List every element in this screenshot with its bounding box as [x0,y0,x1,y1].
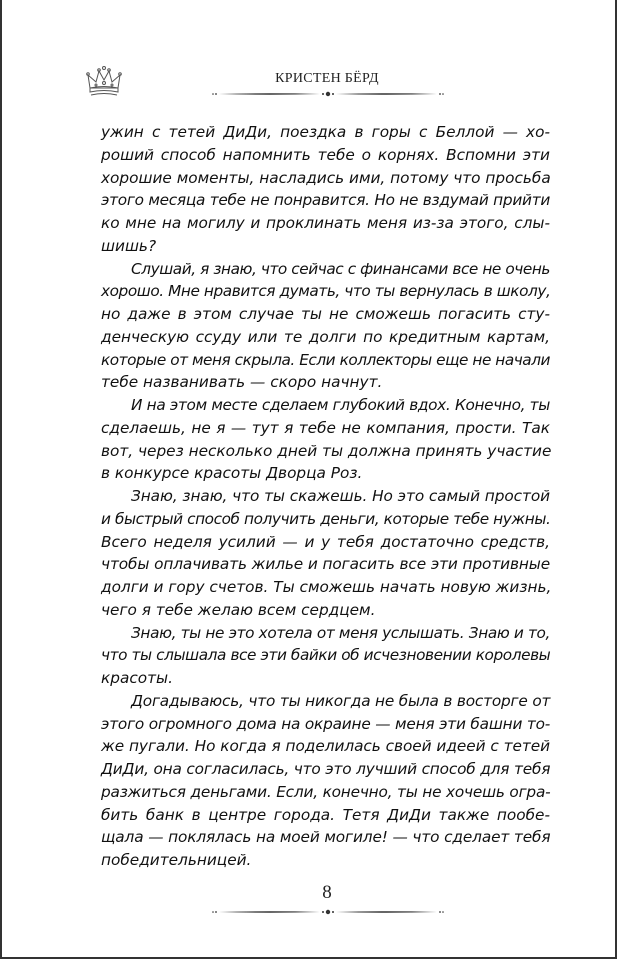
text-line: ДиДи, она согласилась, что это лучший способ для тебя [101,760,551,778]
text-line: И на этом месте сделаем глубокий вдох. Конечно, ты [131,396,550,414]
text-line: Слушай, я знаю, что сейчас с финансами все не очень [131,259,550,278]
text-line: разжиться деньгами. Если, конечно, ты не хочешь огра- [101,782,551,801]
page-number: 8 [322,882,332,903]
text-line: же пугали. Но когда я поделилась своей идеей с тетей [101,737,550,756]
body-text [101,121,550,872]
text-line: долги и гору счетов. Ты сможешь начать новую жизнь, [101,578,552,596]
text-line: сделаешь, не я — тут я тебе не компания, прости. Так [101,418,550,437]
text-line: этого месяца тебе не понравится. Но не вздумай прийти [101,191,551,210]
text-line: этого огромного дома на окраине — меня эти башни то- [101,714,551,733]
text-line: победительницей. [101,851,252,869]
text-line: роший способ напомнить тебе о корнях. Вспомни эти [101,145,550,164]
text-line: вот, через несколько дней ты должна принять участие [101,441,552,460]
text-line: чего я тебе желаю всем сердцем. [101,600,376,619]
text-line: но даже в этом случае ты не сможешь погасить сту- [101,305,550,323]
text-line: красоты. [101,669,173,687]
text-line: и быстрый способ получить деньги, которые тебе нужны. [101,509,551,528]
text-line: денческую ссуду или те долги по кредитным картам, [101,327,550,346]
text-line: Догадываюсь, что ты никогда не была в восторге от [131,691,551,710]
crown-icon [86,66,122,100]
footer-ornament-divider [212,908,444,916]
text-line: чтобы оплачивать жилье и погасить все эти противные [101,555,551,574]
text-line: бить банк в центре города. Тетя ДиДи также пообе- [101,805,550,824]
text-line: ко мне на могилу и проклинать меня из-за этого, слы- [101,214,550,232]
text-line: что ты слышала все эти байки об исчезновении королевы [101,646,551,665]
text-line: щала — поклялась на моей могиле! — что сделает тебя [101,828,551,847]
text-line: Знаю, знаю, что ты скажешь. Но это самый простой [131,487,551,505]
text-line: Знаю, ты не это хотела от меня услышать. Знаю и то, [131,623,550,642]
text-line: шишь? [101,236,157,255]
text-line: которые от меня скрыла. Если коллекторы еще не начали [101,350,550,369]
running-head-author: КРИСТЕН БЁРД [275,71,379,86]
text-line: ужин с тетей ДиДи, поездка в горы с Беллой — хо- [101,123,550,141]
text-line: хорошие моменты, насладись ими, потому что просьба [101,168,551,187]
text-line: тебе названивать — скоро начнут. [101,373,383,392]
text-line: хорошо. Мне нравится думать, что ты вернулась в школу, [101,282,551,301]
text-line: Всего неделя усилий — и у тебя достаточно средств, [101,532,550,551]
header-ornament-divider [212,90,444,98]
text-line: в конкурсе красоты Дворца Роз. [101,464,363,483]
